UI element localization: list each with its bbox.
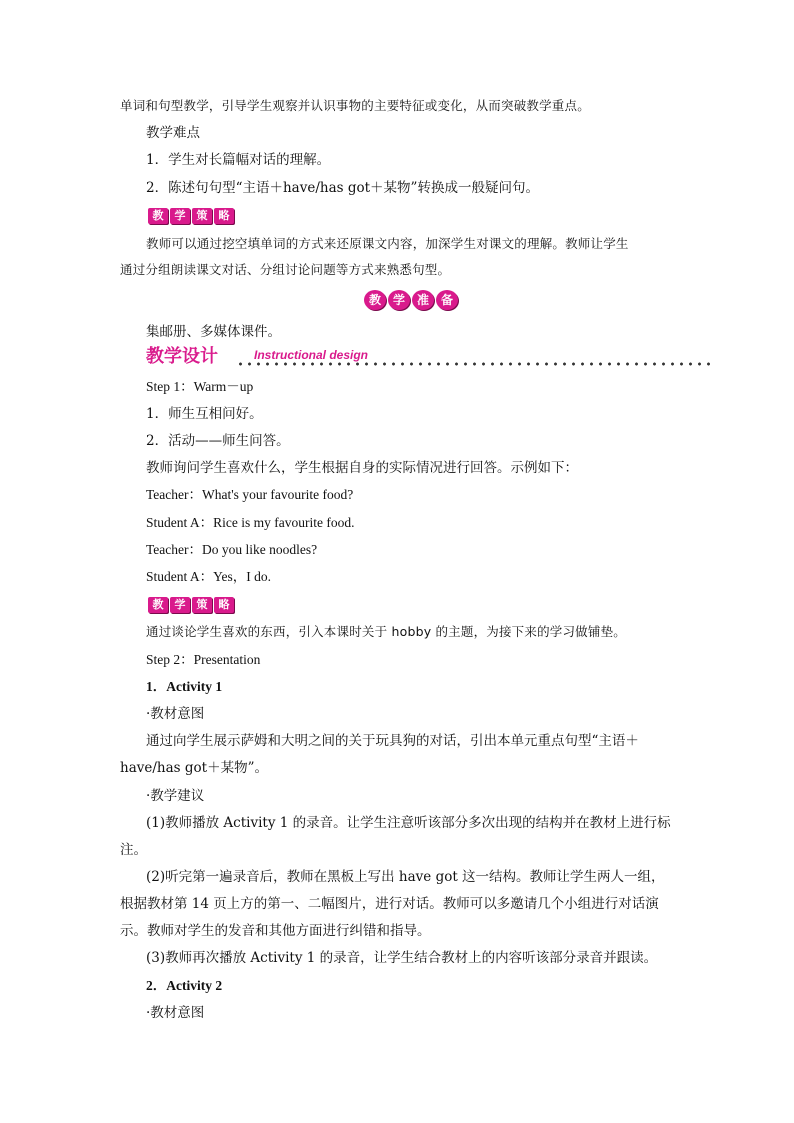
badge-char: 学	[388, 290, 410, 310]
text-line: 通过谈论学生喜欢的东西，引入本课时关于 hobby 的主题，为接下来的学习做铺垫。	[146, 624, 626, 639]
text-line: 根据教材第 14 页上方的第一、二幅图片，进行对话。教师可以多邀请几个小组进行对话演	[120, 896, 659, 912]
text-line: 教师询问学生喜欢什么，学生根据自身的实际情况进行回答。示例如下：	[146, 460, 578, 476]
badge-char: 准	[412, 290, 434, 310]
dialogue-line: Student A：Yes，I do.	[146, 569, 272, 584]
text-line: (2)听完第一遍录音后，教师在黑板上写出 have got 这一结构。教师让学生两人一组，	[146, 869, 665, 885]
badge-char: 教	[148, 597, 168, 613]
text-line: (1)教师播放 Activity 1 的录音。让学生注意听该部分多次出现的结构并在教材上进行标	[146, 815, 671, 831]
text-line: 单词和句型教学，引导学生观察并认识事物的主要特征或变化，从而突破教学重点。	[120, 98, 590, 113]
section-heading-cn: 教学设计	[146, 346, 218, 367]
step-heading: Step 1：Warm－up	[146, 379, 254, 394]
section-heading-en: Instructional design	[254, 348, 369, 362]
step-heading: Step 2：Presentation	[146, 652, 261, 667]
text-line: 1．师生互相问好。	[146, 406, 263, 422]
badge-char: 备	[436, 290, 458, 310]
text-line: 1．学生对长篇幅对话的理解。	[146, 152, 331, 168]
text-line: 示。教师对学生的发音和其他方面进行纠错和指导。	[120, 923, 431, 939]
activity-heading: 1．Activity 1	[146, 679, 223, 694]
bullet-heading: ·教学建议	[146, 788, 205, 804]
badge-char: 学	[170, 597, 190, 613]
text-line: 教师可以通过挖空填单词的方式来还原课文内容，加深学生对课文的理解。教师让学生	[146, 236, 629, 251]
dotted-rule	[236, 362, 712, 366]
badge-char: 策	[192, 208, 212, 224]
dialogue-line: Teacher：Do you like noodles?	[146, 542, 318, 557]
badge-char: 学	[170, 208, 190, 224]
badge-char: 略	[214, 208, 234, 224]
text-line: 通过分组朗读课文对话、分组讨论问题等方式来熟悉句型。	[120, 262, 451, 277]
text-line: (3)教师再次播放 Activity 1 的录音，让学生结合教材上的内容听该部分录音并跟读。	[146, 950, 658, 966]
text-line: have/has got＋某物”。	[120, 760, 268, 776]
bullet-heading: ·教材意图	[146, 706, 205, 722]
strategy-badge	[148, 597, 234, 613]
subheading-difficulty: 教学难点	[146, 125, 200, 141]
text-line: 2．陈述句句型“主语＋have/has got＋某物”转换成一般疑问句。	[146, 180, 539, 196]
text-line: 集邮册、多媒体课件。	[146, 324, 281, 340]
text-line: 2．活动——师生问答。	[146, 433, 290, 449]
bullet-heading: ·教材意图	[146, 1005, 205, 1021]
prepare-badge	[364, 290, 458, 310]
badge-char: 略	[214, 597, 234, 613]
strategy-badge	[148, 208, 234, 224]
text-line: 通过向学生展示萨姆和大明之间的关于玩具狗的对话，引出本单元重点句型“主语＋	[146, 733, 639, 749]
dialogue-line: Teacher：What's your favourite food?	[146, 487, 354, 502]
badge-char: 策	[192, 597, 212, 613]
activity-heading: 2．Activity 2	[146, 978, 223, 993]
badge-char: 教	[364, 290, 386, 310]
dialogue-line: Student A：Rice is my favourite food.	[146, 515, 355, 530]
text-line: 注。	[120, 842, 147, 858]
badge-char: 教	[148, 208, 168, 224]
section-heading	[146, 346, 712, 370]
